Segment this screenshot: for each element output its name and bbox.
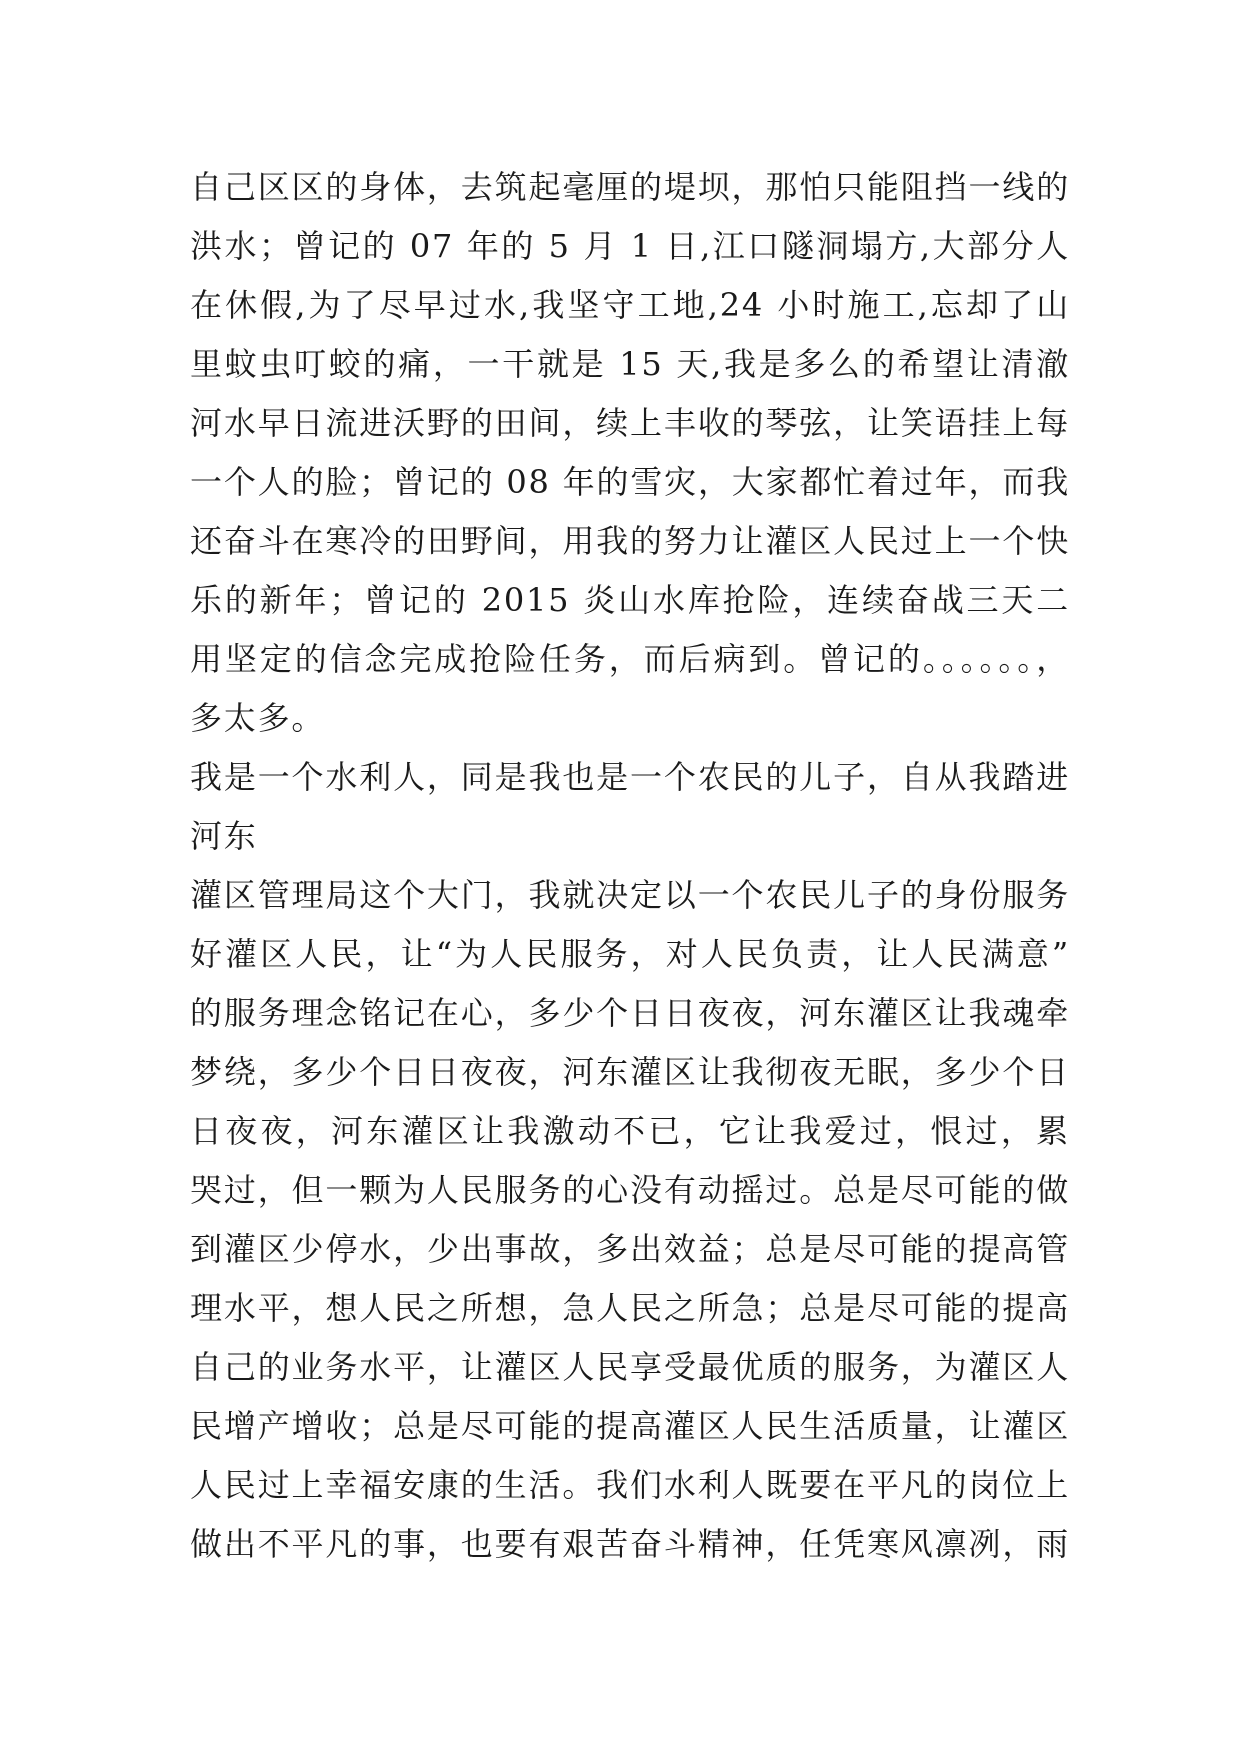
document-text-body — [190, 158, 1070, 1574]
text-line: 理水平，想人民之所想，急人民之所急；总是尽可能的提高 — [190, 1289, 1070, 1327]
text-line: 自己的业务水平，让灌区人民享受最优质的服务，为灌区人 — [190, 1348, 1070, 1386]
text-line: 河东 — [190, 817, 258, 855]
text-line: 河水早日流进沃野的田间，续上丰收的琴弦，让笑语挂上每 — [190, 404, 1070, 442]
text-line: 梦绕，多少个日日夜夜，河东灌区让我彻夜无眠，多少个日 — [190, 1053, 1070, 1091]
text-line: 还奋斗在寒冷的田野间，用我的努力让灌区人民过上一个快 — [190, 522, 1070, 560]
text-line: 哭过，但一颗为人民服务的心没有动摇过。总是尽可能的做 — [190, 1171, 1070, 1209]
text-line: 好灌区人民，让“为人民服务，对人民负责，让人民满意” — [190, 935, 1070, 973]
text-line: 灌区管理局这个大门，我就决定以一个农民儿子的身份服务 — [190, 876, 1070, 914]
text-line: 到灌区少停水，少出事故，多出效益；总是尽可能的提高管 — [190, 1230, 1070, 1268]
text-line: 多太多。 — [190, 699, 326, 737]
text-line: 用坚定的信念完成抢险任务，而后病到。曾记的。。。。。。， — [190, 640, 1070, 678]
text-line: 我是一个水利人，同是我也是一个农民的儿子，自从我踏进 — [190, 758, 1070, 796]
text-line: 里蚊虫叮蛟的痛，一干就是 15 天,我是多么的希望让清澈 — [190, 345, 1070, 383]
text-line: 一个人的脸；曾记的 08 年的雪灾，大家都忙着过年，而我 — [190, 463, 1070, 501]
text-line: 在休假,为了尽早过水,我坚守工地,24 小时施工,忘却了山 — [190, 286, 1070, 324]
text-line: 洪水；曾记的 07 年的 5 月 1 日,江口隧洞塌方,大部分人 — [190, 227, 1070, 265]
text-line: 人民过上幸福安康的生活。我们水利人既要在平凡的岗位上 — [190, 1466, 1070, 1504]
text-line: 日夜夜，河东灌区让我激动不已，它让我爱过，恨过，累 — [190, 1112, 1070, 1150]
text-line: 乐的新年；曾记的 2015 炎山水库抢险，连续奋战三天二 — [190, 581, 1070, 619]
text-line: 民增产增收；总是尽可能的提高灌区人民生活质量，让灌区 — [190, 1407, 1070, 1445]
text-line: 自己区区的身体，去筑起毫厘的堤坝，那怕只能阻挡一线的 — [190, 168, 1070, 206]
text-line: 的服务理念铭记在心，多少个日日夜夜，河东灌区让我魂牵 — [190, 994, 1070, 1032]
text-line: 做出不平凡的事，也要有艰苦奋斗精神，任凭寒风凛冽，雨 — [190, 1525, 1070, 1563]
